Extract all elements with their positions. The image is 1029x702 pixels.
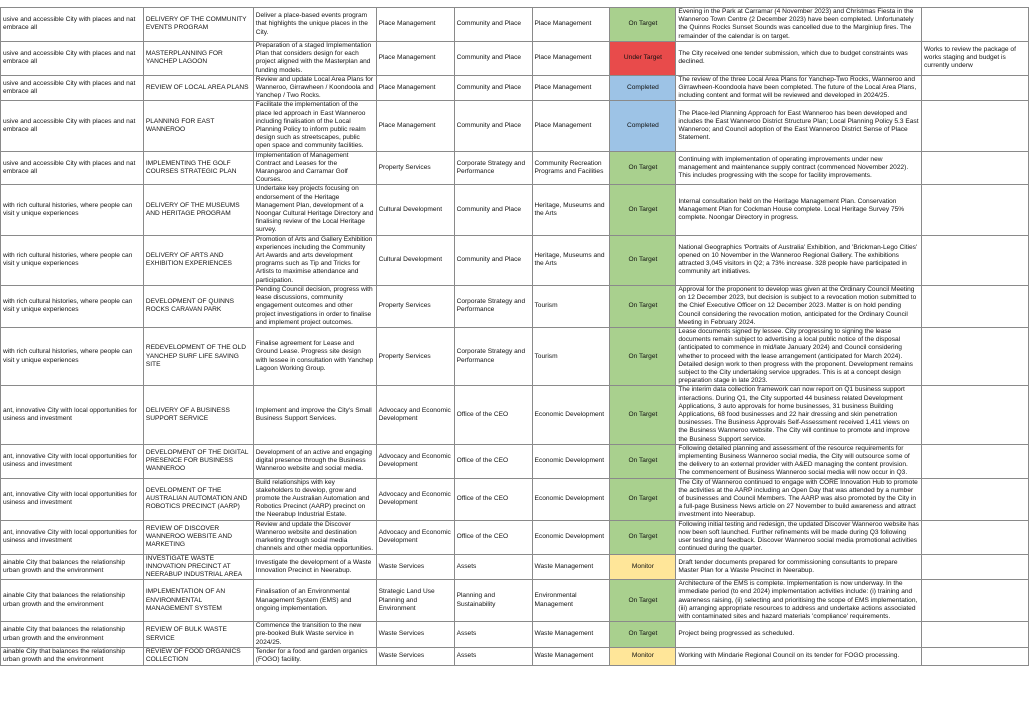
extra-cell: [922, 647, 1029, 665]
business-unit-cell: Place Management: [532, 101, 610, 151]
directorate-cell: Corporate Strategy and Performance: [454, 285, 532, 327]
extra-cell: [922, 327, 1029, 385]
extra-cell: [922, 554, 1029, 580]
directorate-cell: Corporate Strategy and Performance: [454, 327, 532, 385]
business-unit-cell: Economic Development: [532, 520, 610, 554]
description-cell: Finalise agreement for Lease and Ground Lease. Progress site design with lessee in consultation with Yanchep Lagoon Working Group.: [253, 327, 376, 385]
directorate-cell: Assets: [454, 554, 532, 580]
goal-cell: ainable City that balances the relationship urban growth and the environment: [1, 647, 144, 665]
service-cell: Waste Services: [376, 647, 454, 665]
directorate-cell: Community and Place: [454, 41, 532, 75]
service-cell: Advocacy and Economic Development: [376, 444, 454, 478]
status-badge: On Target: [610, 151, 676, 185]
comment-cell: The Place-led Planning Approach for East Wanneroo has been developed and includes the East Wanneroo District Structure Plan; Local Planning Policy 5.3 East Wanneroo; and Council adoption of the East Wanneroo District Sense of Place Statement.: [676, 101, 922, 151]
goal-cell: usive and accessible City with places and nat embrace all: [1, 151, 144, 185]
business-unit-cell: Place Management: [532, 75, 610, 101]
service-cell: Cultural Development: [376, 235, 454, 285]
comment-cell: The interim data collection framework can now report on Q1 business support interactions. During Q1, the City supported 44 business related Development Applications, 3 auto approvals for home businesses, 31 business Building Applications, 68 food businesses and 22 hair dressing and skin penetration businesses. The Business Approvals Self-Assessment received 1,411 views on the Business Wanneroo website. The City will continue to promote and improve the Business Support service.: [676, 386, 922, 444]
comment-cell: National Geographics 'Portraits of Australia' Exhibition, and 'Brickman-Lego Cities' opened on 10 November in the Wanneroo Regional Gallery. The exhibitions attracted 3,045 visitors in Q2; a 73% increase. 328 people have participated in community art initiatives.: [676, 235, 922, 285]
status-badge: Completed: [610, 75, 676, 101]
business-unit-cell: Waste Management: [532, 647, 610, 665]
extra-cell: [922, 185, 1029, 235]
status-badge: On Target: [610, 327, 676, 385]
comment-cell: Following detailed planning and assessment of the resource requirements for implementing Business Wanneroo social media, the City will outsource some of the delivery to an external provider with A&ED managing the content provision. The commencement of Business Wanneroo social media will now occur in Q3.: [676, 444, 922, 478]
status-badge: Monitor: [610, 647, 676, 665]
business-unit-cell: Heritage, Museums and the Arts: [532, 185, 610, 235]
goal-cell: ainable City that balances the relationship urban growth and the environment: [1, 554, 144, 580]
project-cell: DEVELOPMENT OF THE DIGITAL PRESENCE FOR BUSINESS WANNEROO: [143, 444, 253, 478]
directorate-cell: Community and Place: [454, 75, 532, 101]
description-cell: Pending Council decision, progress with lease discussions, community engagement outcomes and other project investigations in order to finalise and implement project outcomes.: [253, 285, 376, 327]
comment-cell: Following initial testing and redesign, the updated Discover Wanneroo website has now been soft launched. Further refinements will be made during Q3 following user testing and feedback. Discover Wanneroo social media promotional activities continued during the quarter.: [676, 520, 922, 554]
service-cell: Property Services: [376, 151, 454, 185]
goal-cell: usive and accessible City with places and nat embrace all: [1, 75, 144, 101]
directorate-cell: Corporate Strategy and Performance: [454, 151, 532, 185]
table-row: [1, 8, 1029, 42]
service-cell: Advocacy and Economic Development: [376, 520, 454, 554]
comment-cell: Lease documents signed by lessee. City progressing to signing the lease documents remain subject to advertising a local public notice of the disposal (anticipated to commence in mid/late January 2024) and Council considering whether to proceed with the lease arrangement (anticipated for March 2024). Detailed design work to then progress with the proponent. Development remains subject to the City undertaking service upgrades. This is at a concept design preparation stage in late 2023.: [676, 327, 922, 385]
description-cell: Tender for a food and garden organics (FOGO) facility.: [253, 647, 376, 665]
directorate-cell: Assets: [454, 622, 532, 648]
project-cell: REVIEW OF FOOD ORGANICS COLLECTION: [143, 647, 253, 665]
table-row: [1, 327, 1029, 385]
description-cell: Commence the transition to the new pre-booked Bulk Waste service in 2024/25.: [253, 622, 376, 648]
service-cell: Strategic Land Use Planning and Environment: [376, 580, 454, 622]
status-badge: Completed: [610, 101, 676, 151]
project-cell: MASTERPLANNING FOR YANCHEP LAGOON: [143, 41, 253, 75]
service-cell: Property Services: [376, 327, 454, 385]
project-cell: DELIVERY OF THE COMMUNITY EVENTS PROGRAM: [143, 8, 253, 42]
project-cell: IMPLEMENTATION OF AN ENVIRONMENTAL MANAGEMENT SYSTEM: [143, 580, 253, 622]
extra-cell: [922, 444, 1029, 478]
table-row: [1, 75, 1029, 101]
directorate-cell: Community and Place: [454, 101, 532, 151]
project-cell: REVIEW OF DISCOVER WANNEROO WEBSITE AND MARKETING: [143, 520, 253, 554]
goal-cell: usive and accessible City with places and nat embrace all: [1, 101, 144, 151]
project-cell: INVESTIGATE WASTE INNOVATION PRECINCT AT NEERABUP INDUSTRIAL AREA: [143, 554, 253, 580]
extra-cell: Works to review the package of works staging and budget is currently underw: [922, 41, 1029, 75]
business-unit-cell: Waste Management: [532, 554, 610, 580]
directorate-cell: Planning and Sustainability: [454, 580, 532, 622]
comment-cell: Evening in the Park at Carramar (4 November 2023) and Christmas Fiesta in the Wanneroo Town Centre (2 December 2023) have been completed. Unfortunately the Quinns Rocks Sunset Sounds was cancelled due to the Marginiup fires. The remainder of the calendar is on target.: [676, 8, 922, 42]
directorate-cell: Community and Place: [454, 185, 532, 235]
description-cell: Facilitate the implementation of the place led approach in East Wanneroo including finalisation of the Local Planning Policy to inform public realm design such as streetscapes, public open space and community facilities.: [253, 101, 376, 151]
goal-cell: ant, innovative City with local opportunities for usiness and investment: [1, 386, 144, 444]
goal-cell: usive and accessible City with places and nat embrace all: [1, 41, 144, 75]
service-cell: Advocacy and Economic Development: [376, 478, 454, 520]
business-unit-cell: Heritage, Museums and the Arts: [532, 235, 610, 285]
comment-cell: Internal consultation held on the Heritage Management Plan. Conservation Management Plan for Cockman House complete. Local Heritage Survey 75% complete. Noongar Directory in progress.: [676, 185, 922, 235]
business-unit-cell: Community Recreation Programs and Facilities: [532, 151, 610, 185]
service-cell: Cultural Development: [376, 185, 454, 235]
table-row: [1, 580, 1029, 622]
table-row: [1, 444, 1029, 478]
status-badge: On Target: [610, 520, 676, 554]
service-cell: Advocacy and Economic Development: [376, 386, 454, 444]
business-unit-cell: Place Management: [532, 8, 610, 42]
goal-cell: with rich cultural histories, where people can visit y unique experiences: [1, 285, 144, 327]
extra-cell: [922, 285, 1029, 327]
goal-cell: with rich cultural histories, where people can visit y unique experiences: [1, 327, 144, 385]
business-unit-cell: Waste Management: [532, 622, 610, 648]
table-row: [1, 520, 1029, 554]
extra-cell: [922, 151, 1029, 185]
goal-cell: ainable City that balances the relationship urban growth and the environment: [1, 580, 144, 622]
status-badge: On Target: [610, 622, 676, 648]
service-cell: Waste Services: [376, 554, 454, 580]
directorate-cell: Office of the CEO: [454, 478, 532, 520]
project-cell: REVIEW OF LOCAL AREA PLANS: [143, 75, 253, 101]
description-cell: Finalisation of an Environmental Management System (EMS) and ongoing implementation.: [253, 580, 376, 622]
goal-cell: usive and accessible City with places and nat embrace all: [1, 8, 144, 42]
status-badge: Monitor: [610, 554, 676, 580]
project-cell: PLANNING FOR EAST WANNEROO: [143, 101, 253, 151]
goal-cell: ant, innovative City with local opportunities for usiness and investment: [1, 478, 144, 520]
goal-cell: ainable City that balances the relationship urban growth and the environment: [1, 622, 144, 648]
business-unit-cell: Economic Development: [532, 478, 610, 520]
status-badge: On Target: [610, 478, 676, 520]
extra-cell: [922, 580, 1029, 622]
service-cell: Place Management: [376, 8, 454, 42]
goal-cell: ant, innovative City with local opportunities for usiness and investment: [1, 444, 144, 478]
project-cell: IMPLEMENTING THE GOLF COURSES STRATEGIC PLAN: [143, 151, 253, 185]
table-row: [1, 235, 1029, 285]
table-row: [1, 285, 1029, 327]
extra-cell: [922, 8, 1029, 42]
description-cell: Promotion of Arts and Gallery Exhibition experiences including the Community Art Awards and arts development programs such as Tip and Tricks for Artists to maximise attendance and participation.: [253, 235, 376, 285]
description-cell: Deliver a place-based events program that highlights the unique places in the City.: [253, 8, 376, 42]
project-cell: DEVELOPMENT OF QUINNS ROCKS CARAVAN PARK: [143, 285, 253, 327]
comment-cell: Project being progressed as scheduled.: [676, 622, 922, 648]
business-unit-cell: Environmental Management: [532, 580, 610, 622]
comment-cell: The review of the three Local Area Plans for Yanchep-Two Rocks, Wanneroo and Girrawheen-Koondoola have been completed. The future of the Local Area Plans, including content and format will be reviewed and developed in 2024/25.: [676, 75, 922, 101]
table-body: [1, 8, 1029, 666]
extra-cell: [922, 520, 1029, 554]
directorate-cell: Office of the CEO: [454, 386, 532, 444]
business-unit-cell: Economic Development: [532, 444, 610, 478]
business-unit-cell: Tourism: [532, 285, 610, 327]
extra-cell: [922, 101, 1029, 151]
table-row: [1, 647, 1029, 665]
service-cell: Property Services: [376, 285, 454, 327]
directorate-cell: Assets: [454, 647, 532, 665]
project-cell: DELIVERY OF ARTS AND EXHIBITION EXPERIENCES: [143, 235, 253, 285]
directorate-cell: Community and Place: [454, 8, 532, 42]
extra-cell: [922, 478, 1029, 520]
description-cell: Investigate the development of a Waste Innovation Precinct in Neerabup.: [253, 554, 376, 580]
status-badge: On Target: [610, 8, 676, 42]
comment-cell: Approval for the proponent to develop was given at the Ordinary Council Meeting on 12 December 2023, but decision is subject to a revocation motion submitted to the Chief Executive Officer on 12 December 2023. Matter is on hold pending Council considering the revocation motion, anticipated for the Ordinary Council Meeting in February 2024.: [676, 285, 922, 327]
directorate-cell: Community and Place: [454, 235, 532, 285]
extra-cell: [922, 386, 1029, 444]
table-row: [1, 622, 1029, 648]
business-unit-cell: Place Management: [532, 41, 610, 75]
status-badge: On Target: [610, 285, 676, 327]
status-badge: On Target: [610, 185, 676, 235]
project-cell: DELIVERY OF A BUSINESS SUPPORT SERVICE: [143, 386, 253, 444]
extra-cell: [922, 75, 1029, 101]
project-cell: REDEVELOPMENT OF THE OLD YANCHEP SURF LIFE SAVING SITE: [143, 327, 253, 385]
table-row: [1, 41, 1029, 75]
goal-cell: with rich cultural histories, where people can visit y unique experiences: [1, 235, 144, 285]
comment-cell: Continuing with implementation of operating improvements under new management and maintenance supply contract (commenced November 2022). This includes progressing with the scope for facility improvements.: [676, 151, 922, 185]
extra-cell: [922, 622, 1029, 648]
description-cell: Review and update the Discover Wanneroo website and destination marketing through social media channels and other media opportunities.: [253, 520, 376, 554]
comment-cell: The City of Wanneroo continued to engage with CORE Innovation Hub to promote the activities at the AARP including an Open Day that was attended by a number of businesses and Council Members. The AARP was also promoted by the City in a full-page Business News article on 27 November to build awareness and attract investment into Neerabup.: [676, 478, 922, 520]
business-unit-cell: Economic Development: [532, 386, 610, 444]
status-badge: On Target: [610, 444, 676, 478]
spreadsheet: [0, 7, 1029, 666]
projects-table: [0, 7, 1029, 666]
description-cell: Implementation of Management Contract and Leases for the Marangaroo and Carramar Golf Courses.: [253, 151, 376, 185]
project-cell: REVIEW OF BULK WASTE SERVICE: [143, 622, 253, 648]
service-cell: Place Management: [376, 41, 454, 75]
description-cell: Build relationships with key stakeholders to develop, grow and promote the Australian Automation and Robotics Precinct (AARP) precinct on the Neerabup Industrial Estate.: [253, 478, 376, 520]
goal-cell: with rich cultural histories, where people can visit y unique experiences: [1, 185, 144, 235]
extra-cell: [922, 235, 1029, 285]
table-row: [1, 151, 1029, 185]
service-cell: Place Management: [376, 75, 454, 101]
description-cell: Review and update Local Area Plans for Wanneroo, Girrawheen / Koondoola and Yanchep / Two Rocks.: [253, 75, 376, 101]
comment-cell: Working with Mindarie Regional Council on its tender for FOGO processing.: [676, 647, 922, 665]
project-cell: DEVELOPMENT OF THE AUSTRALIAN AUTOMATION AND ROBOTICS PRECINCT (AARP): [143, 478, 253, 520]
table-row: [1, 386, 1029, 444]
project-cell: DELIVERY OF THE MUSEUMS AND HERITAGE PROGRAM: [143, 185, 253, 235]
status-badge: On Target: [610, 386, 676, 444]
description-cell: Preparation of a staged Implementation Plan that considers design for each project aligned with the Masterplan and funding models.: [253, 41, 376, 75]
table-row: [1, 185, 1029, 235]
table-row: [1, 478, 1029, 520]
description-cell: Undertake key projects focusing on endorsement of the Heritage Management Plan, development of a Noongar Cultural Heritage Directory and finalising review of the Local Heritage survey.: [253, 185, 376, 235]
directorate-cell: Office of the CEO: [454, 444, 532, 478]
status-badge: Under Target: [610, 41, 676, 75]
status-badge: On Target: [610, 580, 676, 622]
description-cell: Development of an active and engaging digital presence through the Business Wanneroo website and social media.: [253, 444, 376, 478]
comment-cell: Architecture of the EMS is complete. Implementation is now underway. In the immediate period (to end 2024) implementation activities include: (i) training and awareness raising, (ii) selecting and prioritising the scope of EMS implementation, (iii) arranging appropriate resources to address and undertake actions associated with contaminated sites and hazard materials 'compliance' requirements.: [676, 580, 922, 622]
table-row: [1, 101, 1029, 151]
directorate-cell: Office of the CEO: [454, 520, 532, 554]
comment-cell: The City received one tender submission, which due to budget constraints was declined.: [676, 41, 922, 75]
service-cell: Waste Services: [376, 622, 454, 648]
comment-cell: Draft tender documents prepared for commissioning consultants to prepare Master Plan for a Waste Precinct in Neerabup.: [676, 554, 922, 580]
table-row: [1, 554, 1029, 580]
service-cell: Place Management: [376, 101, 454, 151]
status-badge: On Target: [610, 235, 676, 285]
business-unit-cell: Tourism: [532, 327, 610, 385]
description-cell: Implement and improve the City's Small Business Support Services.: [253, 386, 376, 444]
goal-cell: ant, innovative City with local opportunities for usiness and investment: [1, 520, 144, 554]
